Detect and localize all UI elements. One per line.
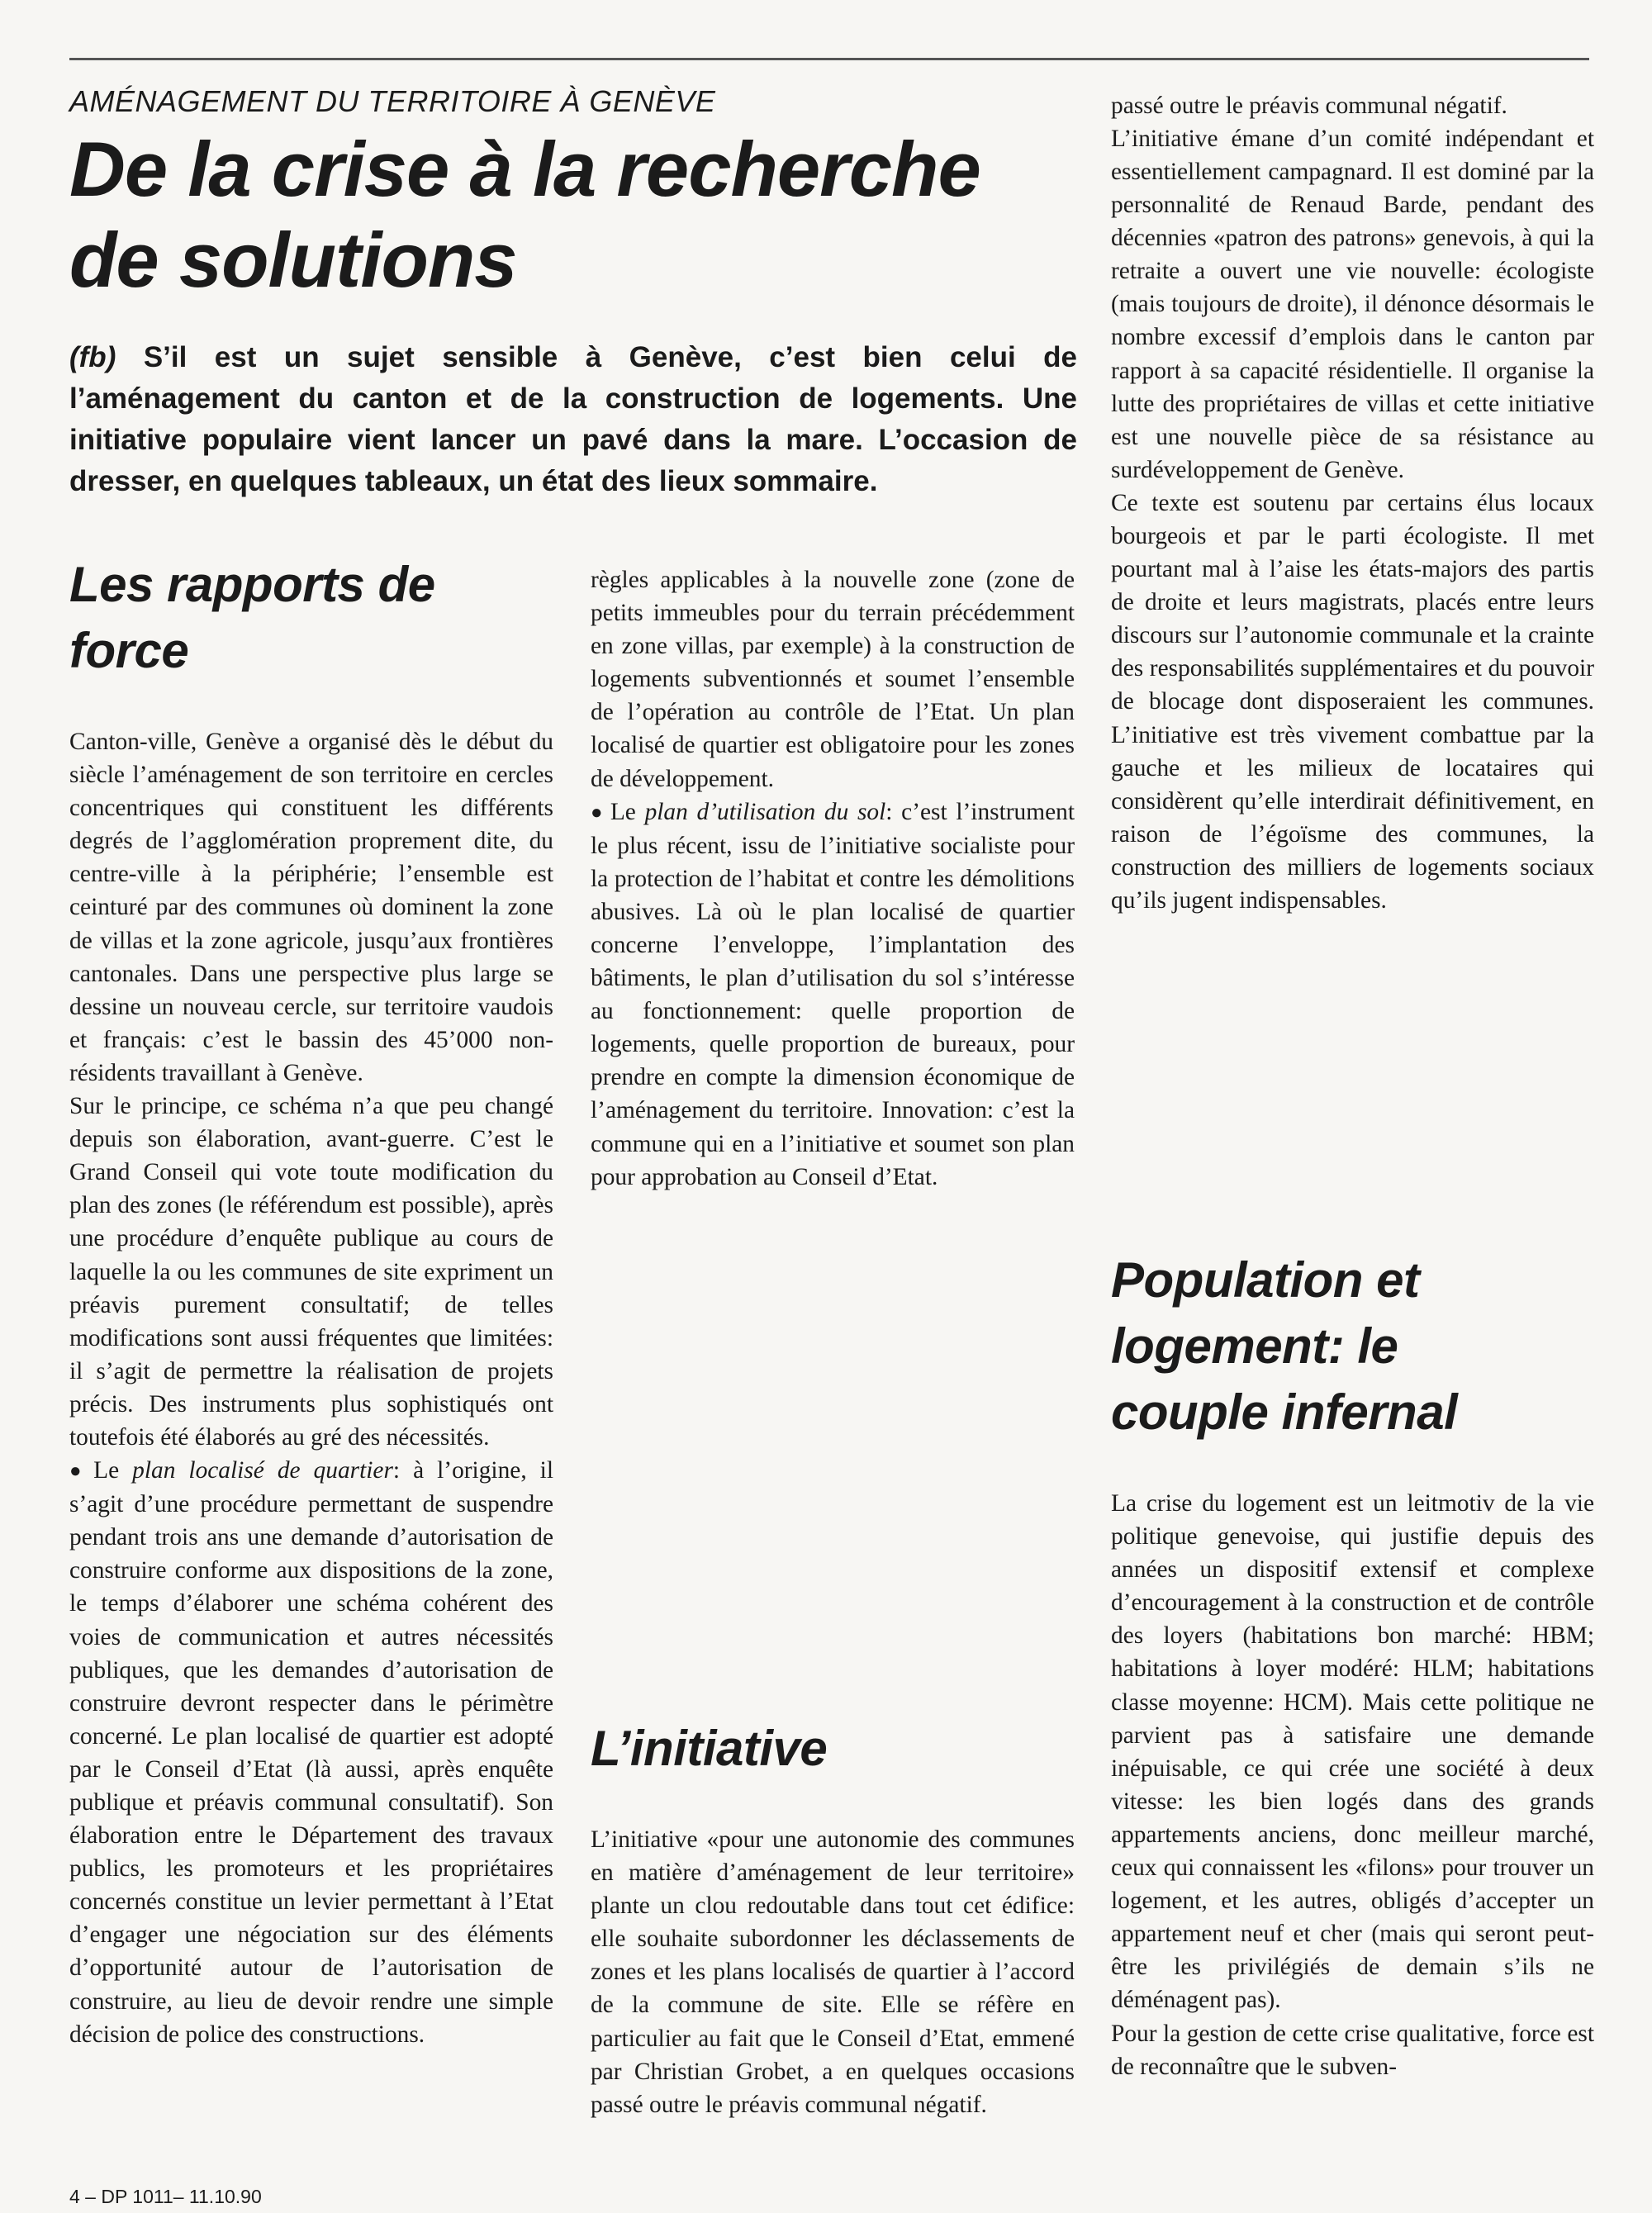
paragraph: Sur le principe, ce schéma n’a que peu changé depuis son élaboration, avant-guerre. C’est le Grand Conseil qui vote toute modification du plan des zones (le référendum est possible), après une procédure d’enquête publique au cours de laquelle la ou les communes de site expriment un préavis purement consultatif; de telles modifications sont aussi fréquentes que limitées: il s’agit de permettre la réalisation de projets précis. Des instruments plus sophistiqués ont toutefois été élaborés au gré des nécessités. xyxy=(69,1093,553,1451)
bullet-continuation xyxy=(591,563,1075,1194)
page-footer: 4 – DP 1011– 11.10.90 xyxy=(69,2186,262,2207)
title-line-2: de solutions xyxy=(69,216,517,303)
term-plan-localise: plan localisé de quartier xyxy=(132,1457,393,1484)
column-2-flow-bottom xyxy=(591,1823,1075,2122)
column-1-flow xyxy=(69,725,553,2154)
paragraph: La crise du logement est un leitmotiv de la vie politique genevoise, qui justifie depuis des années un dispositif extensif et complexe d’encouragement à la construction et de contrôle des loyers (habitations bon marché: HBM; habitations à loyer modéré: HLM; habitations classe moyenne: HCM). Mais cette politique ne parvient pas à satisfaire une demande inépuisable, ce qui crée une société à deux vitesse: les bien logés dans des grands appartements anciens, donc meilleur marché, ceux qui connaissent les «filons» pour trouver un logement, et les autres, obligés d’accepter un appartement neuf et cher (mais qui seront peut-être les privilégiés de demain s’ils ne déménagent pas). xyxy=(1111,1490,1594,2014)
paragraph: L’initiative émane d’un comité indépendant et essentiellement campagnard. Il est dominé par la personnalité de Renaud Barde, pendant des décennies «patron des patrons» genevois, à qui la retraite a ouvert une vie nouvelle: écologiste (mais toujours de droite), il dénonce désormais le nombre excessif d’emplois dans le canton par rapport à sa capacité résidentielle. Il organise la lutte des propriétaires de villas et cette initiative est une nouvelle pièce de sa résistance au surdéveloppement de Genève. xyxy=(1111,125,1594,483)
author-initials: (fb) xyxy=(69,341,116,373)
heading-initiative: L’initiative xyxy=(591,1721,828,1776)
column-1 xyxy=(69,552,553,2213)
lead-text: S’il est un sujet sensible à Genève, c’est bien celui de l’aménagement du canton et de la construction de logements. Une initiative populaire vient lancer un pavé dans la mare. L’occasion de dresser, en quelques tableaux, un état des lieux sommaire. xyxy=(69,341,1077,497)
top-rule xyxy=(69,58,1589,60)
paragraph: L’initiative «pour une autonomie des communes en matière d’aménagement de leur territoire» plante un clou redoutable dans tout cet édifice: elle souhaite subordonner les déclassements de zones et les plans localisés de quartier à l’accord de la commune de site. Elle se réfère en particulier au fait que le Conseil d’Etat, emmené par Christian Grobet, a en quelques occasions passé outre le préavis communal négatif. xyxy=(591,1826,1075,2118)
bullet-plan-utilisation: ● Le plan d’utilisation du sol: c’est l’instrument le plus récent, issu de l’initiative socialiste pour la protection de l’habitat et contre les démolitions abusives. Là où le plan localisé de quartier concerne l’enveloppe, l’implantation des bâtiments, le plan d’utilisation du sol s’intéresse au fonctionnement: quelle proportion de logements, quelle proportion de bureaux, pour prendre en compte la dimension économique de l’aménagement du territoire. Innovation: c’est la commune qui en a l’initiative et soumet son plan pour approbation au Conseil d’Etat. xyxy=(591,795,1075,1194)
paragraph: Pour la gestion de cette crise qualitative, force est de reconnaître que le subven- xyxy=(1111,2020,1594,2080)
heading-population-logement: Population et logement: le couple infernal xyxy=(1111,1252,1458,1440)
heading-rapports-de-force: Les rapports de force xyxy=(69,557,435,678)
paragraph: Ce texte est soutenu par certains élus locaux bourgeois et par le parti écologiste. Il met pourtant mal à l’aise les états-majors des partis de droite et leurs magistrats, placés entre leurs discours sur l’autonomie communale et la crainte des responsabilités supplémentaires et du pouvoir de blocage dont disposeraient les communes. L’initiative est très vivement combattue par la gauche et les milieux de locataires qui considèrent qu’elle interdirait définitivement, en raison de l’égoïsme des communes, la construction des milliers de logements sociaux qu’ils jugent indispensables. xyxy=(1111,489,1594,914)
column-3-flow-bottom xyxy=(1111,1487,1594,2182)
column-2 xyxy=(591,563,1075,2213)
section-kicker: AMÉNAGEMENT DU TERRITOIRE À GENÈVE xyxy=(69,84,716,118)
column-3 xyxy=(1111,89,1594,2213)
page-title xyxy=(69,124,1085,306)
title-line-1: De la crise à la recherche xyxy=(69,126,980,212)
paragraph: Canton-ville, Genève a organisé dès le début du siècle l’aménagement de son territoire en cercles concentriques qui constituent les différents degrés de l’agglomération proprement dite, du centre-ville à la périphérie; l’ensemble est ceinturé par des communes où dominent la zone de villas et la zone agricole, jusqu’aux frontières cantonales. Dans une perspective plus large se dessine un nouveau cercle, sur territoire vaudois et français: c’est le bassin des 45’000 non-résidents travaillant à Genève. xyxy=(69,729,553,1086)
column-2-flow-top xyxy=(591,563,1075,1658)
column-3-flow-top: passé outre le préavis communal négatif. L’initiative émane d’un comité indépendant et essentiellement campagnard. Il est dominé par la personnalité de Renaud Barde, pendant des décennies «patron des patrons» genevois, à qui la retraite a ouvert une vie nouvelle: écologiste (mais toujours de droite), il dénonce désormais le nombre excessif d’emplois dans le canton par rapport à sa capacité résidentielle. Il organise la lutte des propriétaires de villas et cette initiative est une nouvelle pièce de sa résistance au surdéveloppement de Genève. Ce texte est soutenu par certains élus locaux bourgeois et par le parti écologiste. Il met pourtant mal à l’aise les états-majors des partis de droite et leurs magistrats, placés entre leurs discours sur l’autonomie communale et la crainte des responsabilités supplémentaires et du pouvoir de blocage dont disposeraient les communes. L’initiative est très vivement combattue par la gauche et les milieux de locataires qui considèrent qu’elle interdirait définitivement, en raison de l’égoïsme des communes, la construction des milliers de logements sociaux qu’ils jugent indispensables. xyxy=(1111,89,1594,1181)
bullet-plan-localise: ● Le plan localisé de quartier: à l’origine, il s’agit d’une procédure permettant de suspendre pendant trois ans une demande d’autorisation de construire conforme aux dispositions de la zone, le temps d’élaborer une schéma cohérent des voies de communication et autres nécessités publiques, que les demandes d’autorisation de construire devront respecter dans le périmètre concerné. Le plan localisé de quartier est adopté par le Conseil d’Etat (là aussi, après enquête publique et préavis communal consultatif). Son élaboration entre le Département des travaux publics, les promoteurs et les propriétaires concernés constitue un levier permettant à l’Etat d’engager une négociation sur des éléments d’opportunité autour de l’autorisation de construire, au lieu de devoir rendre une simple décision de police des constructions. xyxy=(69,1454,553,2051)
lead-paragraph xyxy=(69,337,1077,502)
bullet-zone-developpement: ● règles applicables à la nouvelle zone (zone de petits immeubles pour du terrain précédemment en zone villas, par exemple) à la construction de logements subventionnés et soumet l’ensemble de l’opération au contrôle de l’Etat. Un plan localisé de quartier est obligatoire pour les zones de développement. xyxy=(591,563,1075,795)
